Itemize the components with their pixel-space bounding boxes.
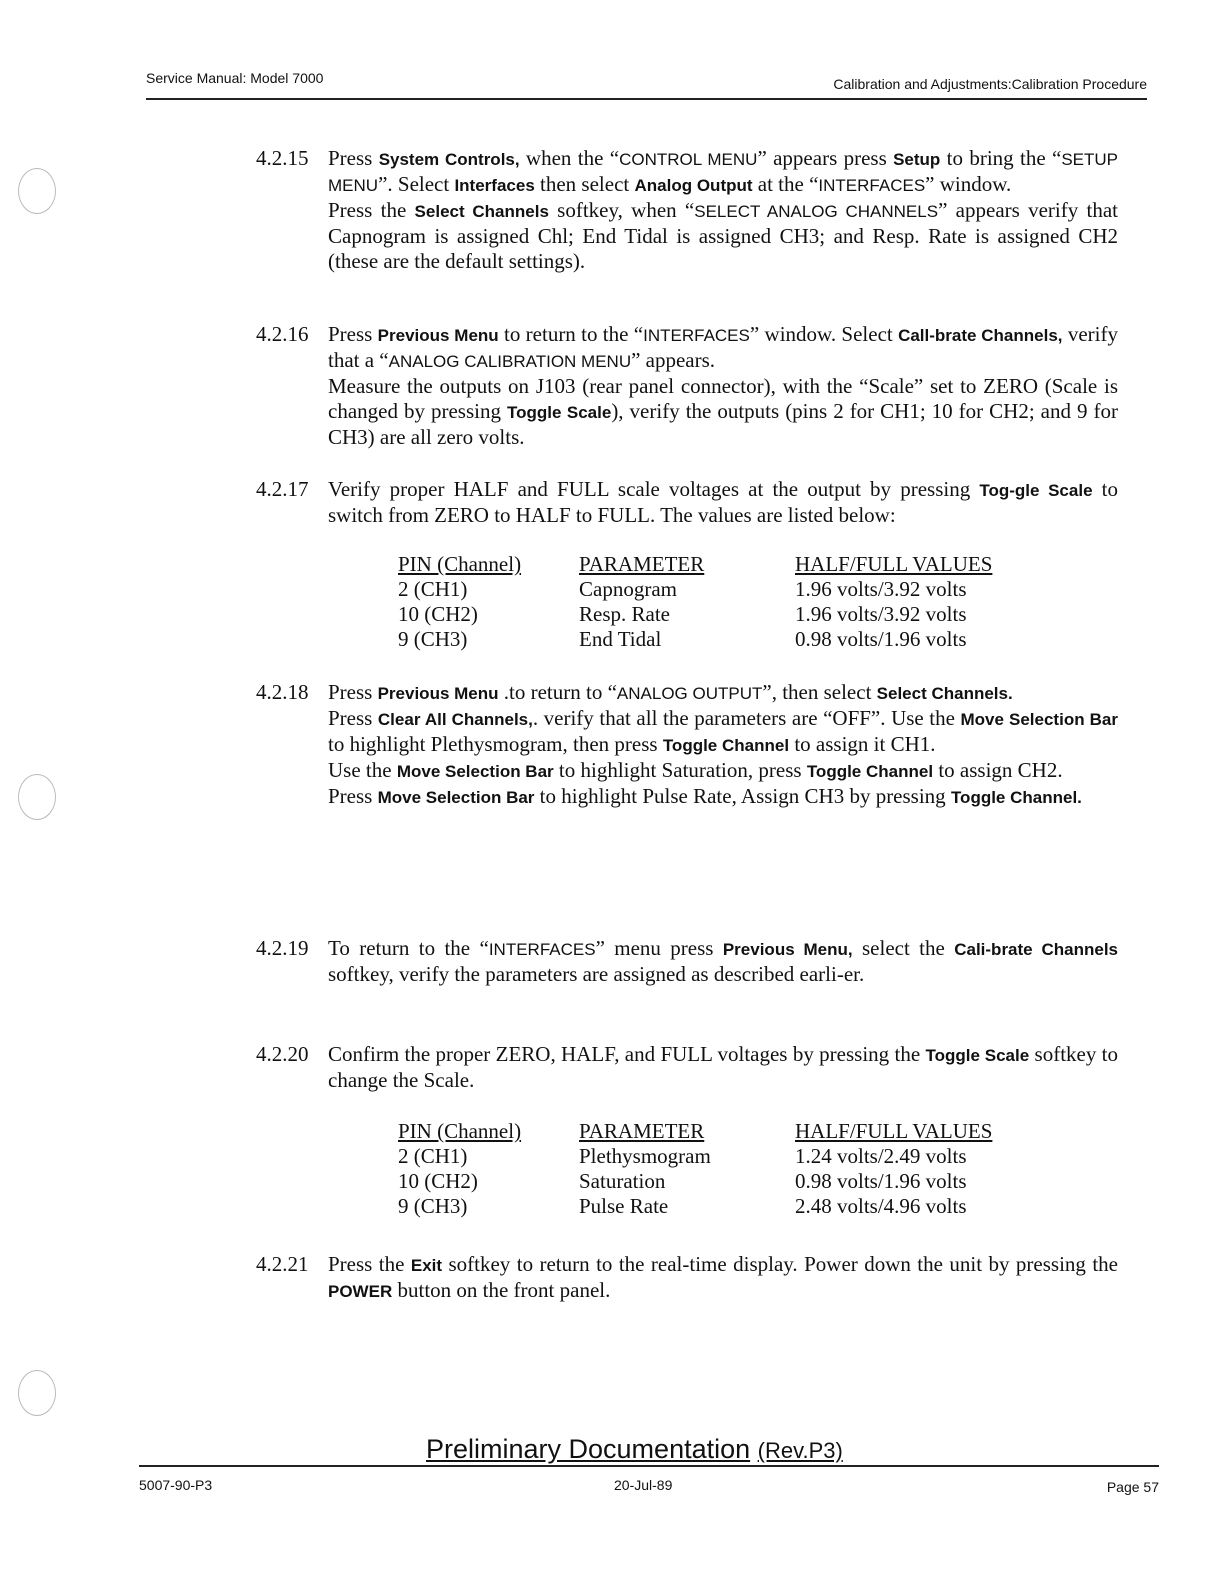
table-cell: 9 (CH3) [398, 1194, 468, 1218]
softkey-name: Move Selection Bar [960, 710, 1118, 729]
table-cell: 1.96 volts/3.92 volts [795, 602, 967, 626]
table-cell: 2.48 volts/4.96 volts [795, 1194, 967, 1218]
header-manual-title: Service Manual: Model 7000 [146, 70, 324, 86]
step-body [328, 680, 1118, 810]
table-cell: Capnogram [579, 577, 677, 601]
softkey-name: Toggle Channel [662, 736, 790, 755]
step-paragraph [328, 784, 1118, 810]
page-header [146, 68, 1147, 100]
paragraph-text: Press [328, 146, 379, 170]
preliminary-banner [426, 1434, 843, 1465]
page-number: Page 57 [1106, 1479, 1159, 1495]
step-number: 4.2.18 [256, 680, 309, 704]
paragraph-text: Press the [328, 1252, 411, 1276]
paragraph-text: at the “ [752, 172, 819, 196]
softkey-name: Tog-gle Scale [979, 481, 1093, 500]
table-cell: 1.96 volts/3.92 volts [795, 577, 967, 601]
table-cell: 0.98 volts/1.96 volts [795, 627, 967, 651]
softkey-name: Toggle Scale [506, 403, 612, 422]
paragraph-text: ” menu press [595, 936, 723, 960]
column-header: HALF/FULL VALUES [795, 1119, 993, 1143]
softkey-name: Analog Output [634, 176, 753, 195]
softkey-name: Cali-brate Channels [954, 940, 1118, 959]
paragraph-text: to assign it CH1. [789, 732, 936, 756]
step-body [328, 146, 1118, 274]
voltage-table-1 [398, 552, 992, 652]
step-4-2-16 [256, 322, 1118, 450]
step-paragraph [328, 146, 1118, 198]
paragraph-text: to highlight Saturation, press [553, 758, 807, 782]
step-paragraph [328, 1252, 1118, 1304]
paragraph-text: ” window. Select [749, 322, 899, 346]
step-paragraph [328, 706, 1118, 758]
step-paragraph [328, 936, 1118, 987]
paragraph-text: .to return to “ [498, 680, 617, 704]
step-body [328, 1252, 1118, 1304]
paragraph-text: ”, then select [762, 680, 877, 704]
document-number: 5007-90-P3 [139, 1477, 213, 1493]
table-cell: Resp. Rate [579, 602, 670, 626]
step-body [328, 322, 1118, 450]
column-header: PARAMETER [579, 552, 705, 576]
step-4-2-17 [256, 477, 1118, 528]
paragraph-text: to return to the “ [498, 322, 644, 346]
menu-name: INTERFACES [488, 940, 596, 959]
softkey-name: Setup [893, 150, 941, 169]
step-number: 4.2.17 [256, 477, 309, 501]
preliminary-text: Preliminary Documentation [426, 1434, 751, 1464]
header-section-title: Calibration and Adjustments:Calibration Procedure [833, 76, 1147, 92]
document-date: 20-Jul-89 [614, 1477, 673, 1493]
menu-name: SETUP MENU [328, 150, 1119, 195]
paragraph-text: to bring the “ [940, 146, 1062, 170]
table-cell: 1.24 volts/2.49 volts [795, 1144, 967, 1168]
paragraph-text: Confirm the proper ZERO, HALF, and FULL voltages by pressing the [328, 1042, 926, 1066]
voltage-table-2 [398, 1119, 992, 1219]
softkey-name: Call-brate Channels, [898, 326, 1063, 345]
paragraph-text: to assign CH2. [933, 758, 1063, 782]
punch-hole-top [18, 168, 56, 214]
table-row [398, 1144, 992, 1169]
softkey-name: Previous Menu, [722, 940, 853, 959]
table-cell: Plethysmogram [579, 1144, 711, 1168]
step-number: 4.2.16 [256, 322, 309, 346]
softkey-name: Previous Menu [377, 326, 499, 345]
table-row [398, 577, 992, 602]
step-body [328, 936, 1118, 987]
menu-name: INTERFACES [818, 176, 926, 195]
table-cell: 2 (CH1) [398, 1144, 468, 1168]
step-number: 4.2.19 [256, 936, 309, 960]
step-paragraph [328, 680, 1118, 706]
softkey-name: Interfaces [454, 176, 535, 195]
paragraph-text: to highlight Plethysmogram, then press [328, 732, 663, 756]
step-paragraph [328, 198, 1118, 274]
menu-name: ANALOG CALIBRATION MENU [388, 352, 632, 371]
table-cell: End Tidal [579, 627, 662, 651]
table-cell: 9 (CH3) [398, 627, 468, 651]
paragraph-text: then select [534, 172, 635, 196]
paragraph-text: . verify that all the parameters are “OFF”. Use the [532, 706, 961, 730]
table-cell: Saturation [579, 1169, 666, 1193]
step-4-2-21 [256, 1252, 1118, 1304]
punch-hole-bottom [18, 1370, 56, 1416]
paragraph-text: Use the [328, 758, 397, 782]
softkey-name: Select Channels [414, 202, 549, 221]
softkey-name: Move Selection Bar [396, 762, 554, 781]
step-paragraph [328, 758, 1118, 784]
table-header-row [398, 552, 992, 577]
paragraph-text: button on the front panel. [392, 1278, 611, 1302]
paragraph-text: Measure the outputs on J103 (rear panel connector), with the “Scale” set to ZERO (Scale is changed by pressing [328, 374, 1118, 423]
punch-hole-middle [18, 774, 56, 820]
column-header: PARAMETER [579, 1119, 705, 1143]
step-4-2-20 [256, 1042, 1118, 1093]
table-row [398, 627, 992, 652]
paragraph-text: Verify proper HALF and FULL scale voltages at the output by pressing [328, 477, 980, 501]
page-footer [139, 1465, 1159, 1497]
revision-text: (Rev.P3) [757, 1438, 843, 1463]
softkey-name: Clear All Channels, [377, 710, 533, 729]
paragraph-text: ” window. [925, 172, 1012, 196]
table-cell: 2 (CH1) [398, 577, 468, 601]
step-paragraph [328, 477, 1118, 528]
softkey-name: System Controls, [378, 150, 520, 169]
paragraph-text: verify that a “ [328, 322, 1118, 372]
table-cell: Pulse Rate [579, 1194, 669, 1218]
step-number: 4.2.21 [256, 1252, 309, 1276]
softkey-name: Select Channels. [876, 684, 1013, 703]
menu-name: CONTROL MENU [619, 150, 758, 169]
paragraph-text: Press [328, 784, 378, 808]
column-header: HALF/FULL VALUES [795, 552, 993, 576]
paragraph-text: Press the [328, 198, 415, 222]
table-row [398, 1194, 992, 1219]
table-cell: 10 (CH2) [398, 1169, 478, 1193]
paragraph-text: ), verify the outputs (pins 2 for CH1; 10 for CH2; and 9 for CH3) are all zero volts. [328, 399, 1118, 449]
paragraph-text: Press [328, 706, 378, 730]
step-paragraph [328, 322, 1118, 374]
paragraph-text: ” appears. [631, 348, 716, 372]
softkey-name: Toggle Channel. [950, 788, 1082, 807]
paragraph-text: softkey to return to the real-time display. Power down the unit by pressing the [442, 1252, 1118, 1276]
menu-name: SELECT ANALOG CHANNELS [694, 202, 939, 221]
paragraph-text: ” appears press [757, 146, 894, 170]
step-paragraph [328, 374, 1118, 450]
table-row [398, 1169, 992, 1194]
step-4-2-15 [256, 146, 1118, 274]
menu-name: ANALOG OUTPUT [616, 684, 763, 703]
step-4-2-18 [256, 680, 1118, 810]
softkey-name: Toggle Channel [806, 762, 934, 781]
paragraph-text: softkey, verify the parameters are assigned as described earli-er. [328, 962, 865, 986]
column-header: PIN (Channel) [398, 1119, 522, 1143]
softkey-name: Move Selection Bar [377, 788, 535, 807]
paragraph-text: Press [328, 680, 378, 704]
table-row [398, 602, 992, 627]
paragraph-text: To return to the “ [328, 936, 489, 960]
paragraph-text: softkey, when “ [548, 198, 695, 222]
paragraph-text: softkey to change the Scale. [328, 1042, 1119, 1092]
step-number: 4.2.20 [256, 1042, 309, 1066]
table-cell: 0.98 volts/1.96 volts [795, 1169, 967, 1193]
menu-name: INTERFACES [643, 326, 750, 345]
step-body [328, 1042, 1118, 1093]
step-paragraph [328, 1042, 1118, 1093]
step-4-2-19 [256, 936, 1118, 987]
softkey-name: Exit [410, 1256, 443, 1275]
paragraph-text: to switch from ZERO to HALF to FULL. The values are listed below: [328, 477, 1119, 527]
column-header: PIN (Channel) [398, 552, 522, 576]
softkey-name: Previous Menu [377, 684, 499, 703]
paragraph-text: to highlight Pulse Rate, Assign CH3 by pressing [534, 784, 951, 808]
table-header-row [398, 1119, 992, 1144]
softkey-name: POWER [328, 1282, 393, 1301]
paragraph-text: Press [328, 322, 378, 346]
step-number: 4.2.15 [256, 146, 309, 170]
paragraph-text: select the [852, 936, 955, 960]
step-body [328, 477, 1118, 528]
paragraph-text: ” appears verify that Capnogram is assigned Chl; End Tidal is assigned CH3; and Resp. Rate is assigned CH2 (these are the default settings). [328, 198, 1118, 273]
table-cell: 10 (CH2) [398, 602, 478, 626]
paragraph-text: ”. Select [378, 172, 455, 196]
paragraph-text: when the “ [519, 146, 620, 170]
softkey-name: Toggle Scale [925, 1046, 1030, 1065]
